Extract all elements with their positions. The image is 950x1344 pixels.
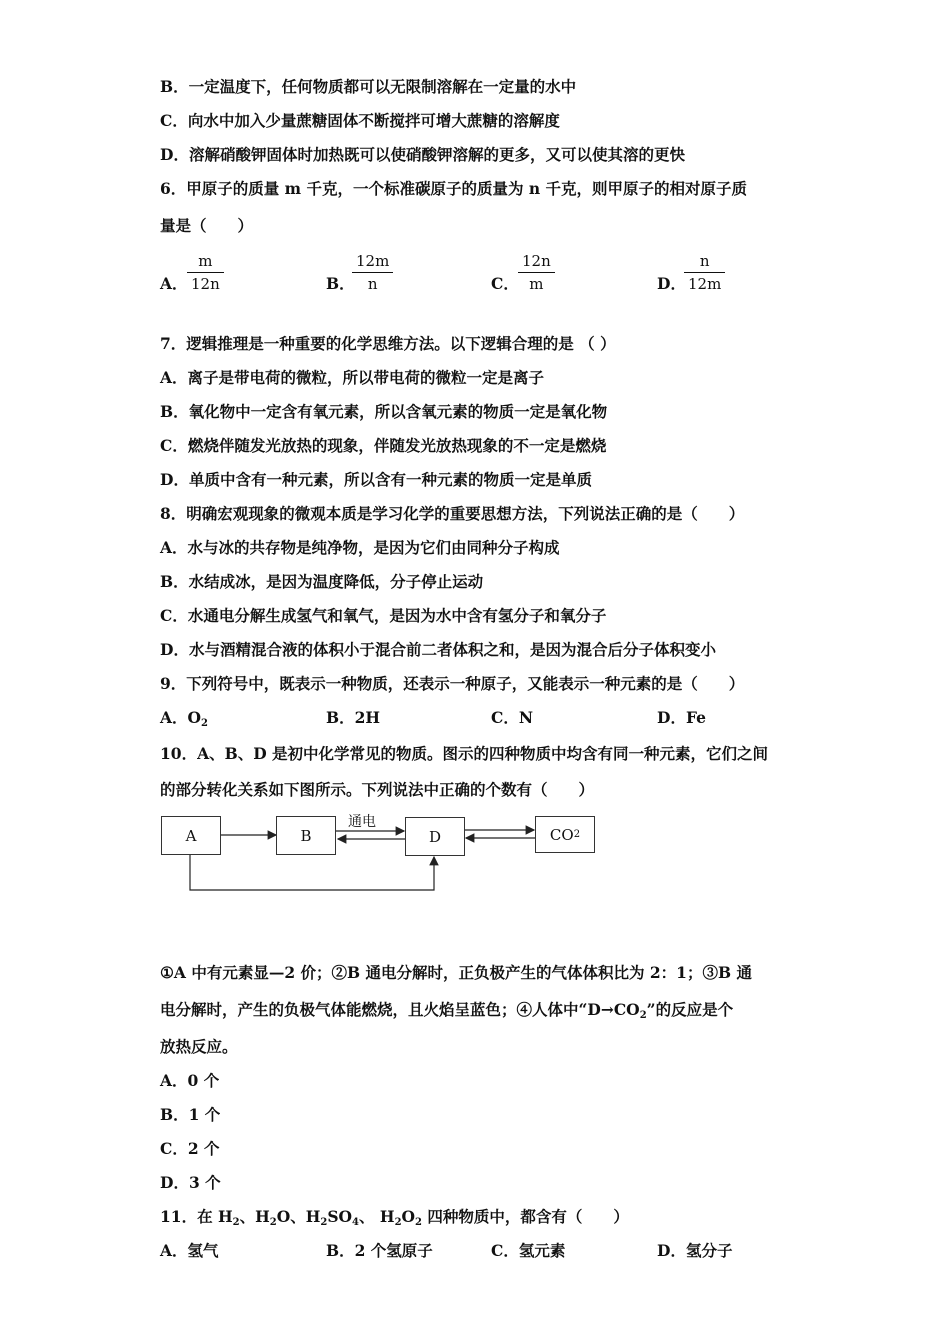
q7-option-d: D．单质中含有一种元素，所以含有一种元素的物质一定是单质 (160, 470, 592, 489)
stem-text: 、H (239, 1207, 270, 1226)
q10-option-c: C．2 个 (160, 1139, 220, 1158)
fraction-numerator: m (198, 252, 213, 270)
subscript: 2 (573, 829, 581, 840)
q8-option-a: A．水与冰的共存物是纯净物，是因为它们由同种分子构成 (160, 538, 560, 557)
subscript: 2 (415, 1217, 423, 1228)
q6-option-a-label: A． (160, 274, 188, 293)
diagram-box-d (405, 817, 465, 856)
q6-stem-line2: 量是（ ） (160, 216, 254, 235)
q9-option-d: D．Fe (657, 708, 706, 727)
q7-option-c: C．燃烧伴随发光放热的现象，伴随发光放热现象的不一定是燃烧 (160, 436, 607, 455)
stem-text: 、 H (359, 1207, 395, 1226)
q7-option-b: B．氧化物中一定含有氧元素，所以含氧元素的物质一定是氧化物 (160, 402, 608, 421)
q11-stem (160, 1207, 629, 1233)
q10-statement-line1: ①A 中有元素显—2 价；②B 通电分解时，正负极产生的气体体积比为 2：1；③B 通 (160, 963, 752, 982)
q9-option-a-text: A．O (160, 708, 202, 727)
stem-text: O (401, 1207, 416, 1226)
q11-option-b: B．2 个氢原子 (326, 1241, 433, 1260)
box-label: D (428, 827, 442, 846)
arrow-a-to-d (190, 854, 434, 890)
q7-stem: 7．逻辑推理是一种重要的化学思维方法。以下逻辑合理的是 （ ） (160, 334, 616, 353)
q8-option-b: B．水结成冰，是因为温度降低，分子停止运动 (160, 572, 484, 591)
box-label: A (185, 826, 197, 845)
q10-statement-line2 (160, 1000, 733, 1026)
q11-option-c: C．氢元素 (491, 1241, 566, 1260)
q6-option-b-label: B． (326, 274, 355, 293)
stem-text: 四种物质中，都含有（ ） (422, 1207, 629, 1226)
q10-stem-line2: 的部分转化关系如下图所示。下列说法中正确的个数有（ ） (160, 780, 595, 799)
q8-option-c: C．水通电分解生成氢气和氧气，是因为水中含有氢分子和氧分子 (160, 606, 607, 625)
subscript: 2 (201, 718, 208, 729)
fraction-denominator: 12m (688, 275, 722, 293)
diagram-box-co2 (535, 816, 595, 853)
diagram-arrow-label: 通电 (348, 814, 376, 830)
box-label: CO (549, 825, 574, 844)
statement-text: ”的反应是个 (646, 1000, 734, 1019)
q10-option-a: A．0 个 (160, 1071, 220, 1090)
q11-option-a: A．氢气 (160, 1241, 219, 1260)
diagram-box-b (276, 816, 336, 855)
q10-option-b: B．1 个 (160, 1105, 221, 1124)
statement-text: 电分解时，产生的负极气体能燃烧，且火焰呈蓝色；④人体中“D→CO (160, 1000, 640, 1019)
diagram-box-a (161, 816, 221, 855)
q6-stem-line1: 6．甲原子的质量 m 千克，一个标准碳原子的质量为 n 千克，则甲原子的相对原子质 (160, 179, 748, 198)
q5-option-d: D．溶解硝酸钾固体时加热既可以使硝酸钾溶解的更多，又可以使其溶的更快 (160, 145, 685, 164)
subscript: 2 (639, 1010, 647, 1021)
subscript: 4 (352, 1217, 360, 1228)
stem-text: O、H (276, 1207, 321, 1226)
stem-text: 11．在 H (160, 1207, 233, 1226)
q8-option-d: D．水与酒精混合液的体积小于混合前二者体积之和，是因为混合后分子体积变小 (160, 640, 716, 659)
q6-option-c-label: C． (491, 274, 519, 293)
q9-option-c: C．N (491, 708, 534, 727)
subscript: 2 (269, 1217, 277, 1228)
q7-option-a: A．离子是带电荷的微粒，所以带电荷的微粒一定是离子 (160, 368, 545, 387)
subscript: 2 (320, 1217, 328, 1228)
subscript: 2 (232, 1217, 240, 1228)
fraction-denominator: 12n (191, 275, 220, 293)
q8-stem: 8．明确宏观现象的微观本质是学习化学的重要思想方法，下列说法正确的是（ ） (160, 504, 745, 523)
q9-stem: 9．下列符号中，既表示一种物质，还表示一种原子，又能表示一种元素的是（ ） (160, 674, 745, 693)
fraction-denominator: m (529, 275, 544, 293)
fraction-numerator: 12m (356, 252, 390, 270)
q10-statement-line3: 放热反应。 (160, 1037, 238, 1056)
q11-option-d: D．氢分子 (657, 1241, 733, 1260)
fraction-numerator: 12n (522, 252, 551, 270)
fraction-numerator: n (699, 252, 710, 270)
q9-option-b: B．2H (326, 708, 381, 727)
q6-option-d-label: D． (657, 274, 686, 293)
fraction-denominator: n (367, 275, 378, 293)
box-label: B (300, 826, 312, 845)
q10-option-d: D．3 个 (160, 1173, 221, 1192)
q5-option-c: C．向水中加入少量蔗糖固体不断搅拌可增大蔗糖的溶解度 (160, 111, 560, 130)
stem-text: SO (327, 1207, 353, 1226)
q10-stem-line1: 10．A、B、D 是初中化学常见的物质。图示的四种物质中均含有同一种元素，它们之间 (160, 744, 769, 763)
subscript: 2 (394, 1217, 402, 1228)
q5-option-b: B．一定温度下，任何物质都可以无限制溶解在一定量的水中 (160, 77, 577, 96)
